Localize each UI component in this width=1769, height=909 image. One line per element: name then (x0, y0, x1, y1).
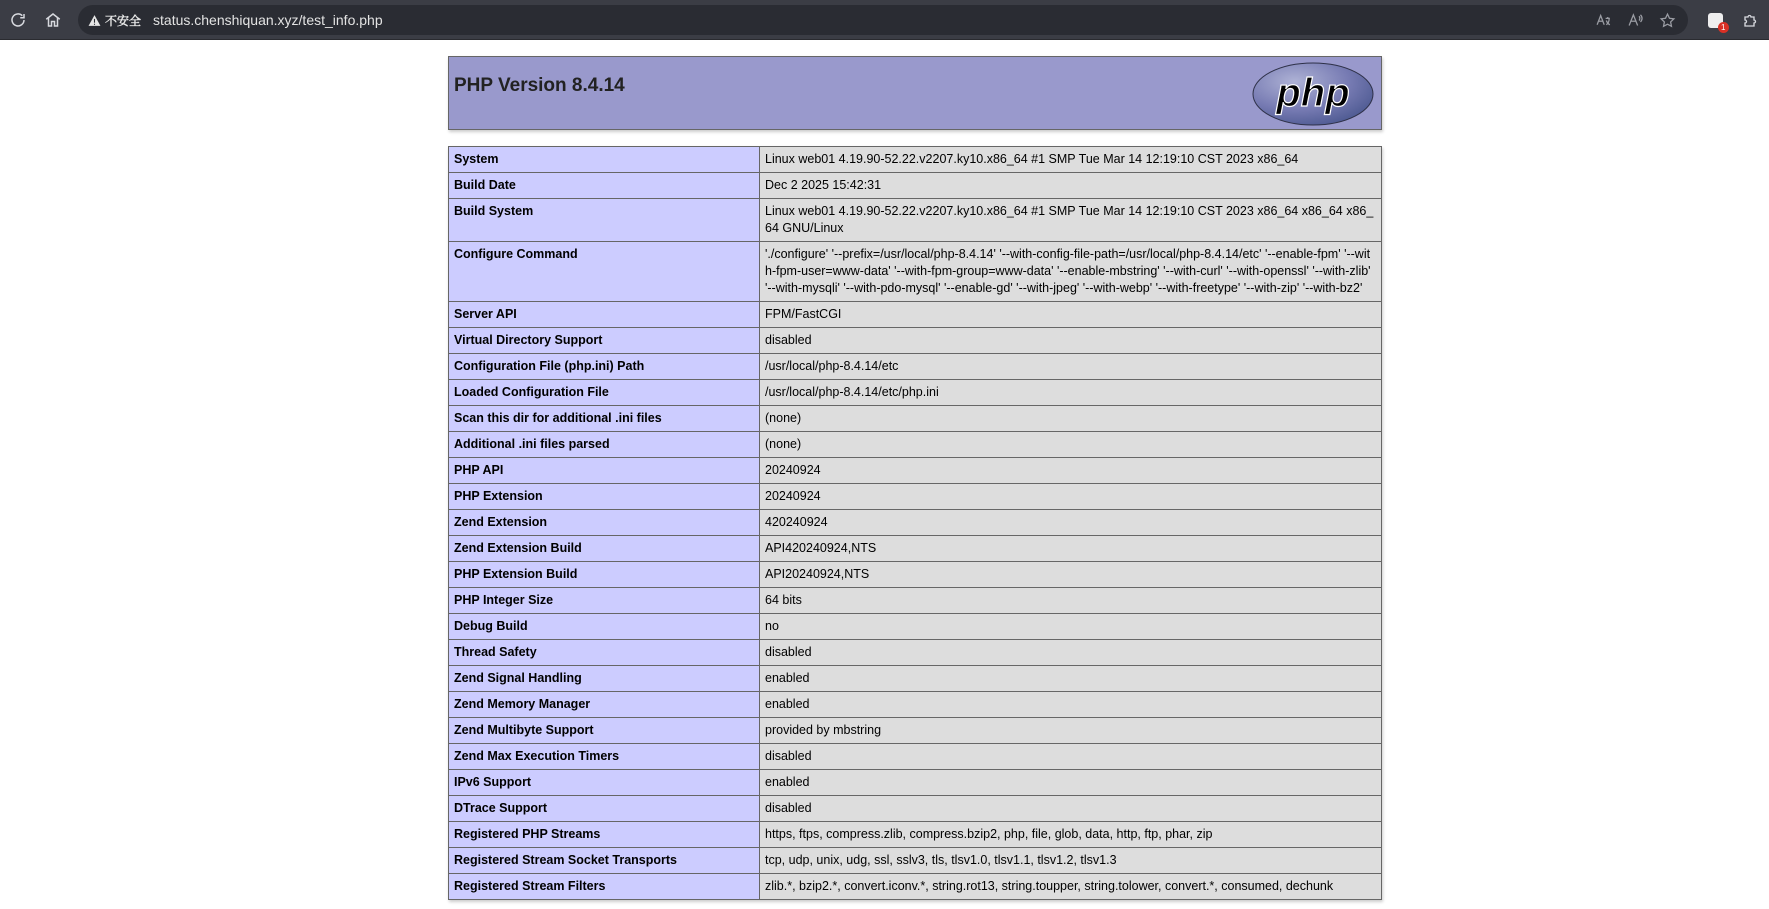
row-value: /usr/local/php-8.4.14/etc/php.ini (760, 380, 1382, 406)
row-key: Build Date (449, 173, 760, 199)
row-key: DTrace Support (449, 796, 760, 822)
table-row (449, 199, 1382, 242)
row-value: tcp, udp, unix, udg, ssl, sslv3, tls, tlsv1.0, tlsv1.1, tlsv1.2, tlsv1.3 (760, 848, 1382, 874)
row-key: Configuration File (php.ini) Path (449, 354, 760, 380)
row-value: no (760, 614, 1382, 640)
row-value: disabled (760, 796, 1382, 822)
row-value: FPM/FastCGI (760, 302, 1382, 328)
table-row (449, 484, 1382, 510)
row-value: /usr/local/php-8.4.14/etc (760, 354, 1382, 380)
row-key: Registered PHP Streams (449, 822, 760, 848)
row-value: provided by mbstring (760, 718, 1382, 744)
extensions-puzzle-icon[interactable] (1739, 8, 1763, 32)
row-key: Zend Extension (449, 510, 760, 536)
row-value: zlib.*, bzip2.*, convert.iconv.*, string.rot13, string.toupper, string.tolower, convert.*, consumed, dechunk (760, 874, 1382, 900)
address-bar[interactable] (78, 5, 1688, 35)
row-value: (none) (760, 432, 1382, 458)
table-row (449, 302, 1382, 328)
row-key: Zend Max Execution Timers (449, 744, 760, 770)
table-row (449, 614, 1382, 640)
security-warning[interactable] (88, 12, 141, 29)
row-value: './configure' '--prefix=/usr/local/php-8.4.14' '--with-config-file-path=/usr/local/php-8.4.14/etc' '--enable-fpm' '--with-fpm-user=www-data' '--with-fpm-group=www-data' '--enable-mbstring' '--with-curl' '--with-openssl' '--with-zlib' '--with-mysqli' '--with-pdo-mysql' '--enable-gd' '--with-jpeg' '--with-webp' '--with-freetype' '--with-zip' '--with-bz2' (760, 242, 1382, 302)
info-table (448, 146, 1382, 900)
browser-toolbar (0, 0, 1769, 40)
php-version-header (448, 56, 1382, 130)
row-value: enabled (760, 692, 1382, 718)
row-key: Registered Stream Filters (449, 874, 760, 900)
row-value: 20240924 (760, 458, 1382, 484)
php-logo-icon[interactable] (1251, 61, 1375, 127)
table-row (449, 848, 1382, 874)
row-key: IPv6 Support (449, 770, 760, 796)
extension-badge: 1 (1718, 22, 1728, 33)
table-row (449, 744, 1382, 770)
read-aloud-icon[interactable] (1624, 9, 1646, 31)
page-title: PHP Version 8.4.14 (454, 75, 625, 96)
table-row (449, 432, 1382, 458)
table-row (449, 822, 1382, 848)
table-row (449, 328, 1382, 354)
row-value: enabled (760, 666, 1382, 692)
table-row (449, 718, 1382, 744)
table-row (449, 380, 1382, 406)
row-value: https, ftps, compress.zlib, compress.bzip2, php, file, glob, data, http, ftp, phar, zip (760, 822, 1382, 848)
row-value: Linux web01 4.19.90-52.22.v2207.ky10.x86_64 #1 SMP Tue Mar 14 12:19:10 CST 2023 x86_64 x86_64 x86_64 GNU/Linux (760, 199, 1382, 242)
row-value: disabled (760, 328, 1382, 354)
row-key: Thread Safety (449, 640, 760, 666)
table-row (449, 354, 1382, 380)
row-key: Virtual Directory Support (449, 328, 760, 354)
row-key: PHP Extension Build (449, 562, 760, 588)
table-row (449, 796, 1382, 822)
row-key: Scan this dir for additional .ini files (449, 406, 760, 432)
table-row (449, 536, 1382, 562)
row-value: 64 bits (760, 588, 1382, 614)
row-value: disabled (760, 640, 1382, 666)
url-text[interactable]: status.chenshiquan.xyz/test_info.php (153, 12, 383, 28)
table-row (449, 874, 1382, 900)
row-key: Configure Command (449, 242, 760, 302)
table-row (449, 458, 1382, 484)
row-value: Dec 2 2025 15:42:31 (760, 173, 1382, 199)
table-row (449, 406, 1382, 432)
table-row (449, 562, 1382, 588)
row-key: Additional .ini files parsed (449, 432, 760, 458)
extension-icon[interactable] (1703, 8, 1727, 32)
row-key: Debug Build (449, 614, 760, 640)
phpinfo-content (448, 56, 1382, 900)
home-icon[interactable] (41, 8, 65, 32)
row-value: API20240924,NTS (760, 562, 1382, 588)
row-key: Registered Stream Socket Transports (449, 848, 760, 874)
row-key: Build System (449, 199, 760, 242)
row-key: Zend Memory Manager (449, 692, 760, 718)
svg-text:php: php (1276, 71, 1350, 115)
table-row (449, 666, 1382, 692)
warning-icon (88, 14, 101, 27)
table-row (449, 510, 1382, 536)
row-key: Zend Extension Build (449, 536, 760, 562)
table-row (449, 173, 1382, 199)
favorite-star-icon[interactable] (1656, 9, 1678, 31)
table-row (449, 588, 1382, 614)
row-key: Server API (449, 302, 760, 328)
row-value: (none) (760, 406, 1382, 432)
table-row (449, 242, 1382, 302)
row-key: PHP Integer Size (449, 588, 760, 614)
security-label: 不安全 (105, 13, 142, 28)
table-row (449, 770, 1382, 796)
row-value: disabled (760, 744, 1382, 770)
row-key: PHP API (449, 458, 760, 484)
row-key: Zend Signal Handling (449, 666, 760, 692)
table-row (449, 640, 1382, 666)
table-row (449, 692, 1382, 718)
row-key: PHP Extension (449, 484, 760, 510)
row-value: 20240924 (760, 484, 1382, 510)
row-value: enabled (760, 770, 1382, 796)
row-key: Zend Multibyte Support (449, 718, 760, 744)
row-key: Loaded Configuration File (449, 380, 760, 406)
reload-icon[interactable] (6, 8, 30, 32)
row-value: API420240924,NTS (760, 536, 1382, 562)
row-key: System (449, 147, 760, 173)
row-value: Linux web01 4.19.90-52.22.v2207.ky10.x86_64 #1 SMP Tue Mar 14 12:19:10 CST 2023 x86_64 (760, 147, 1382, 173)
row-value: 420240924 (760, 510, 1382, 536)
translate-icon[interactable] (1592, 9, 1614, 31)
table-row (449, 147, 1382, 173)
